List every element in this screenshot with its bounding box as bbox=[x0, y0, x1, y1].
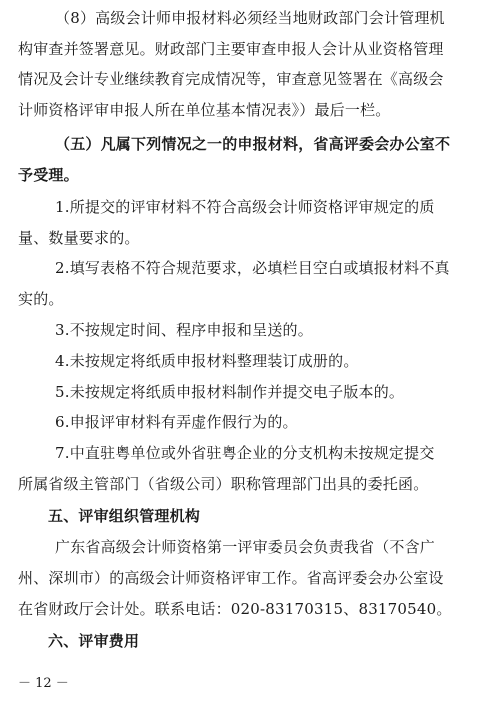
paragraph-line: 1.所提交的评审材料不符合高级会计师资格评审规定的质 bbox=[55, 198, 435, 216]
paragraph-line: 量、数量要求的。 bbox=[18, 229, 140, 247]
paragraph-line: 构审查并签署意见。财政部门主要审查申报人会计从业资格管理 bbox=[18, 40, 444, 58]
paragraph-line: 州、深圳市）的高级会计师资格评审工作。省高评委会办公室设 bbox=[18, 569, 444, 587]
section-heading-line: （五）凡属下列情况之一的申报材料，省高评委会办公室不 bbox=[55, 135, 451, 153]
paragraph-line: 广东省高级会计师资格第一评审委员会负责我省（不含广 bbox=[55, 538, 436, 556]
section-heading-line: 六、评审费用 bbox=[48, 632, 140, 650]
paragraph-line: 4.未按规定将纸质申报材料整理装订成册的。 bbox=[55, 352, 359, 370]
paragraph-line: 计师资格评审申报人所在单位基本情况表》）最后一栏。 bbox=[18, 101, 391, 119]
paragraph-line: 所属省级主管部门（省级公司）职称管理部门出具的委托函。 bbox=[18, 475, 429, 493]
paragraph-line: 7.中直驻粤单位或外省驻粤企业的分支机构未按规定提交 bbox=[55, 444, 435, 462]
paragraph-line: 5.未按规定将纸质申报材料制作并提交电子版本的。 bbox=[55, 383, 405, 401]
paragraph-line: 6.申报评审材料有弄虚作假行为的。 bbox=[55, 413, 298, 431]
page-number: － 12 － bbox=[18, 676, 69, 691]
paragraph-line: 在省财政厅会计处。联系电话：020-83170315、83170540。 bbox=[18, 600, 452, 618]
paragraph-line: 情况及会计专业继续教育完成情况等，审查意见签署在《高级会 bbox=[18, 70, 444, 88]
paragraph-line: 实的。 bbox=[18, 290, 64, 308]
paragraph-line: 2.填写表格不符合规范要求，必填栏目空白或填报材料不真 bbox=[55, 259, 450, 277]
paragraph-line: （8）高级会计师申报材料必须经当地财政部门会计管理机 bbox=[55, 9, 445, 27]
paragraph-line: 3.不按规定时间、程序申报和呈送的。 bbox=[55, 321, 313, 339]
section-heading-line: 五、评审组织管理机构 bbox=[48, 507, 201, 525]
section-heading-line: 予受理。 bbox=[18, 166, 79, 184]
